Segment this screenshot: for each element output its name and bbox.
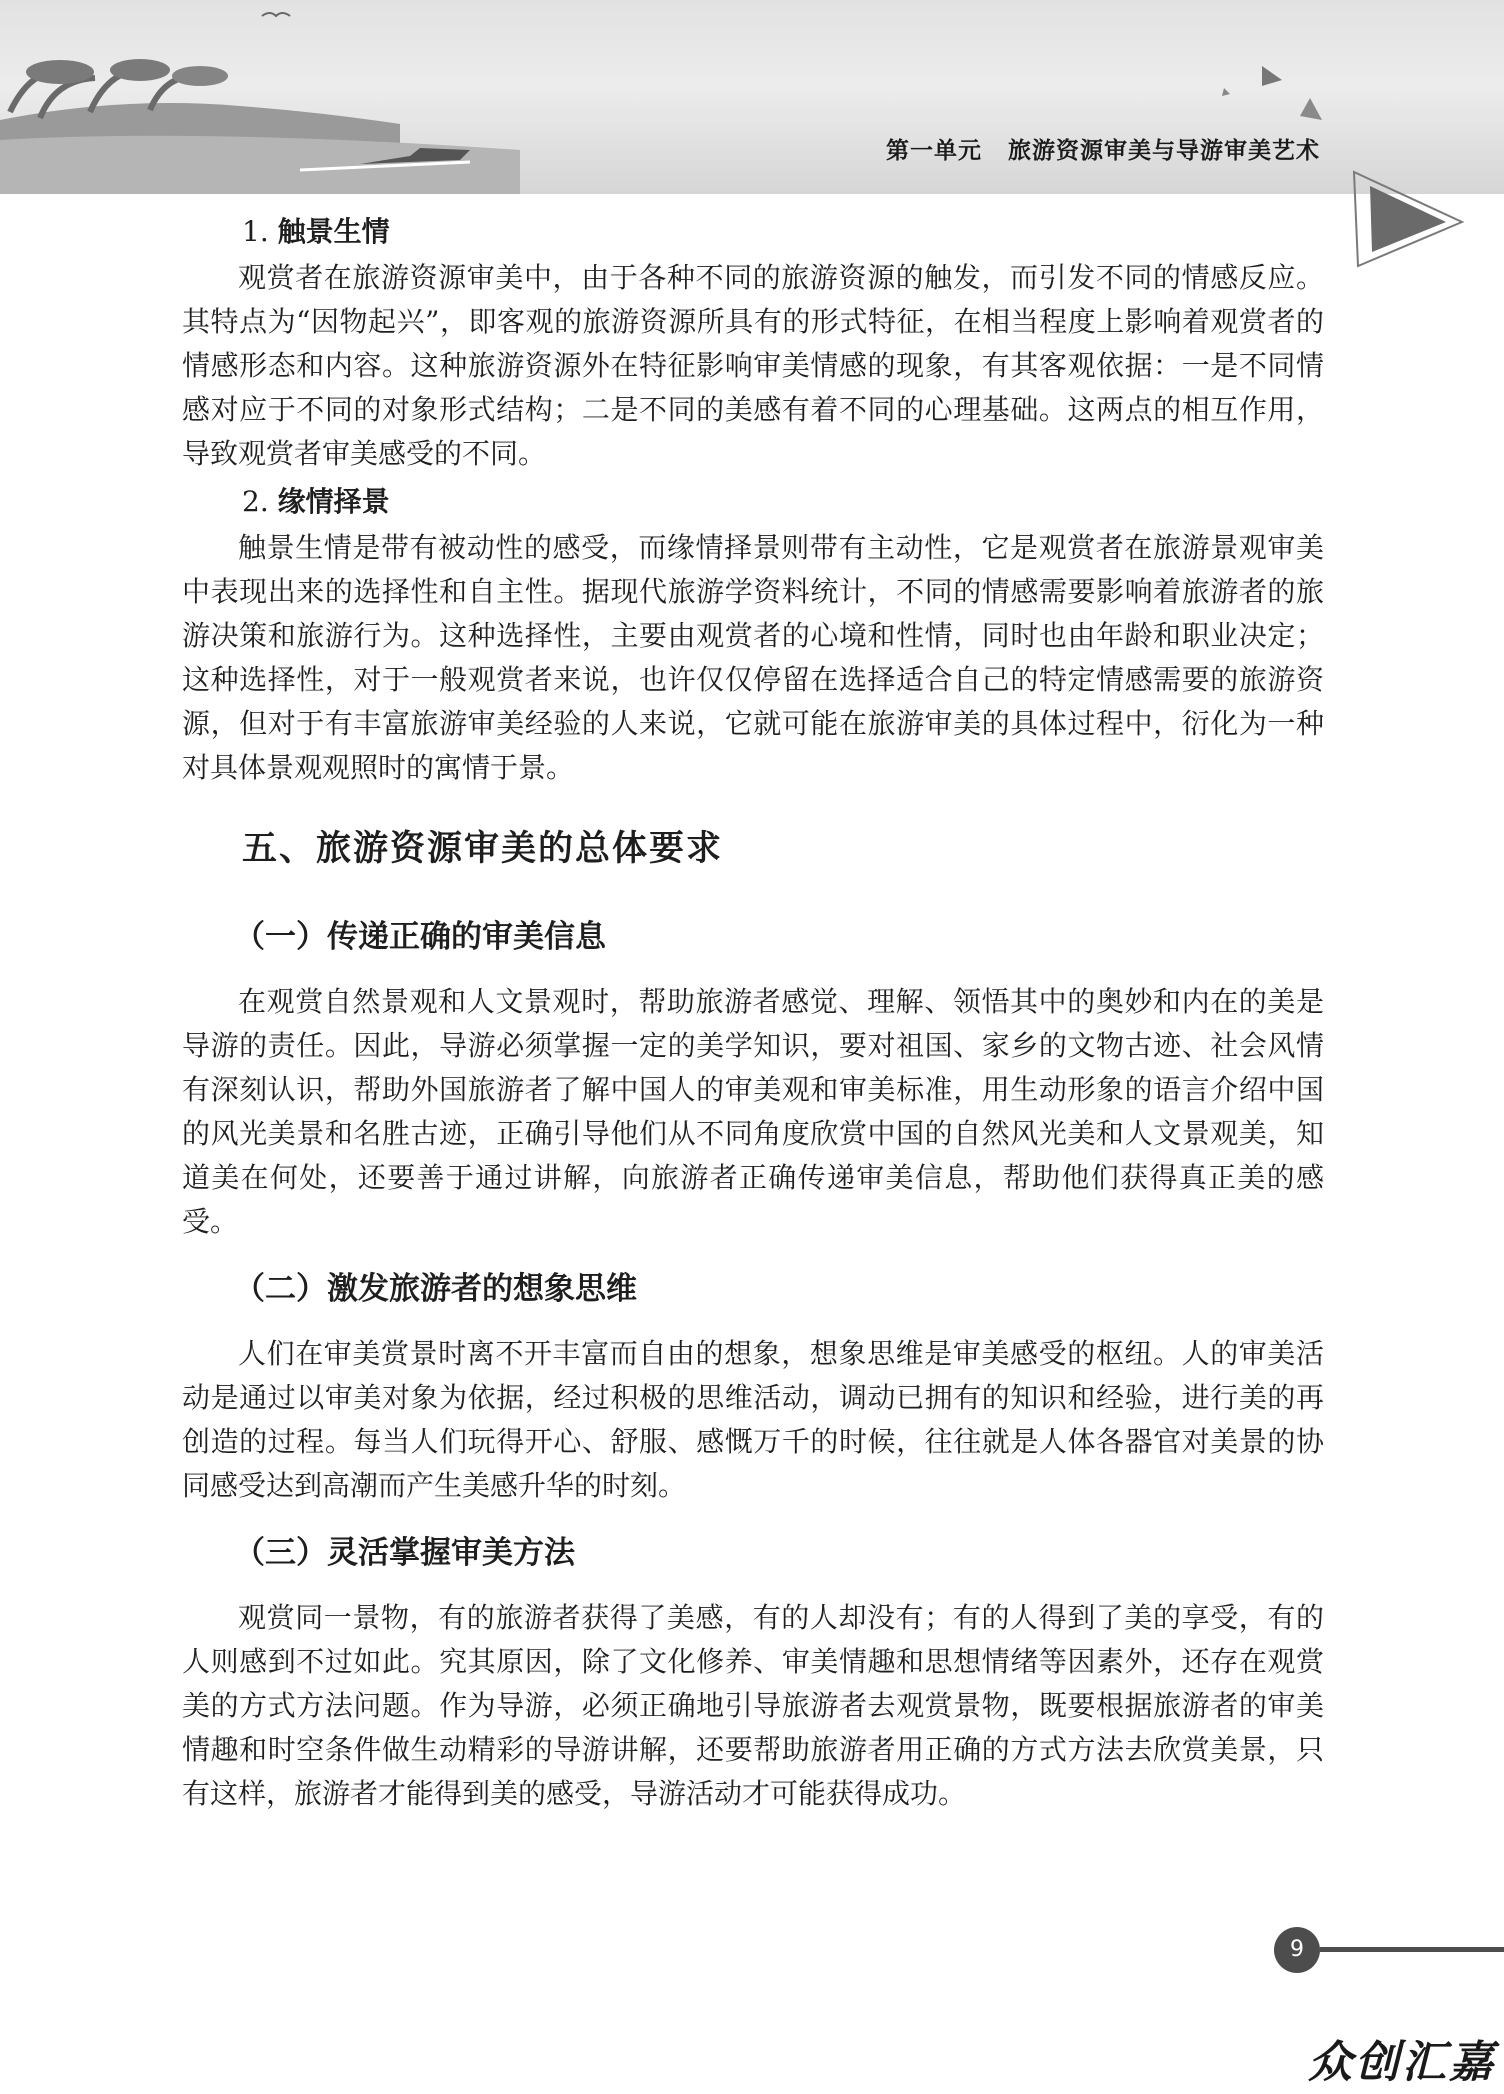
page-number: 9 — [1274, 1927, 1320, 1973]
paragraph: 观赏同一景物，有的旅游者获得了美感，有的人却没有；有的人得到了美的享受，有的人则感到不过如此。究其原因，除了文化修养、审美情趣和思想情绪等因素外，还存在观赏美的方式方法问题。作为导游，必须正确地引导旅游者去观赏景物，既要根据旅游者的审美情趣和时空条件做生动精彩的导游讲解，还要帮助旅游者用正确的方式方法去欣赏美景，只有这样，旅游者才能得到美的感受，导游活动才可能获得成功。 — [182, 1601, 1324, 1810]
topic-number: 1. — [242, 215, 269, 248]
paragraph: 观赏者在旅游资源审美中，由于各种不同的旅游资源的触发，而引发不同的情感反应。其特点为“因物起兴”，即客观的旅游资源所具有的形式特征，在相当程度上影响着观赏者的情感形态和内容。这种旅游资源外在特征影响审美情感的现象，有其客观依据：一是不同情感对应于不同的对象形式结构；二是不同的美感有着不同的心理基础。这两点的相互作用，导致观赏者审美感受的不同。 — [182, 261, 1324, 470]
subsection-heading: （一）传递正确的审美信息 — [234, 919, 606, 955]
topic-number: 2. — [242, 485, 269, 518]
paragraph: 在观赏自然景观和人文景观时，帮助旅游者感觉、理解、领悟其中的奥妙和内在的美是导游的责任。因此，导游必须掌握一定的美学知识，要对祖国、家乡的文物古迹、社会风情有深刻认识，帮助外国旅游者了解中国人的审美观和审美标准，用生动形象的语言介绍中国的风光美景和名胜古迹，正确引导他们从不同角度欣赏中国的自然风光美和人文景观美，知道美在何处，还要善于通过讲解，向旅游者正确传递审美信息，帮助他们获得真正美的感受。 — [182, 985, 1324, 1238]
paragraph: 人们在审美赏景时离不开丰富而自由的想象，想象思维是审美感受的枢纽。人的审美活动是通过以审美对象为依据，经过积极的思维活动，调动已拥有的知识和经验，进行美的再创造的过程。每当人们玩得开心、舒服、感慨万千的时候，往往就是人体各器官对美景的协同感受达到高潮而产生美感升华的时刻。 — [182, 1337, 1324, 1502]
page-number-rule — [1320, 1947, 1504, 1952]
running-head — [886, 132, 1320, 165]
page-body — [182, 210, 1324, 1816]
subsection-heading: （二）激发旅游者的想象思维 — [234, 1271, 637, 1307]
header-banner — [0, 0, 1504, 194]
topic-heading-2 — [182, 480, 1324, 526]
topic-title: 缘情择景 — [277, 485, 390, 518]
chapter-title: 旅游资源审美与导游审美艺术 — [1008, 138, 1320, 164]
watermark: 众创汇嘉 — [1308, 2037, 1496, 2088]
topic-heading-1 — [182, 210, 1324, 256]
subsection-heading: （三）灵活掌握审美方法 — [234, 1535, 575, 1571]
section-heading: 五、旅游资源审美的总体要求 — [242, 829, 724, 869]
play-triangle-icon — [1350, 168, 1470, 268]
unit-label: 第一单元 — [886, 138, 982, 164]
topic-title: 触景生情 — [277, 215, 390, 248]
paragraph: 触景生情是带有被动性的感受，而缘情择景则带有主动性，它是观赏者在旅游景观审美中表现出来的选择性和自主性。据现代旅游学资料统计，不同的情感需要影响着旅游者的旅游决策和旅游行为。这种选择性，主要由观赏者的心境和性情，同时也由年龄和职业决定；这种选择性，对于一般观赏者来说，也许仅仅停留在选择适合自己的特定情感需要的旅游资源，但对于有丰富旅游审美经验的人来说，它就可能在旅游审美的具体过程中，衍化为一种对具体景观观照时的寓情于景。 — [182, 531, 1324, 784]
